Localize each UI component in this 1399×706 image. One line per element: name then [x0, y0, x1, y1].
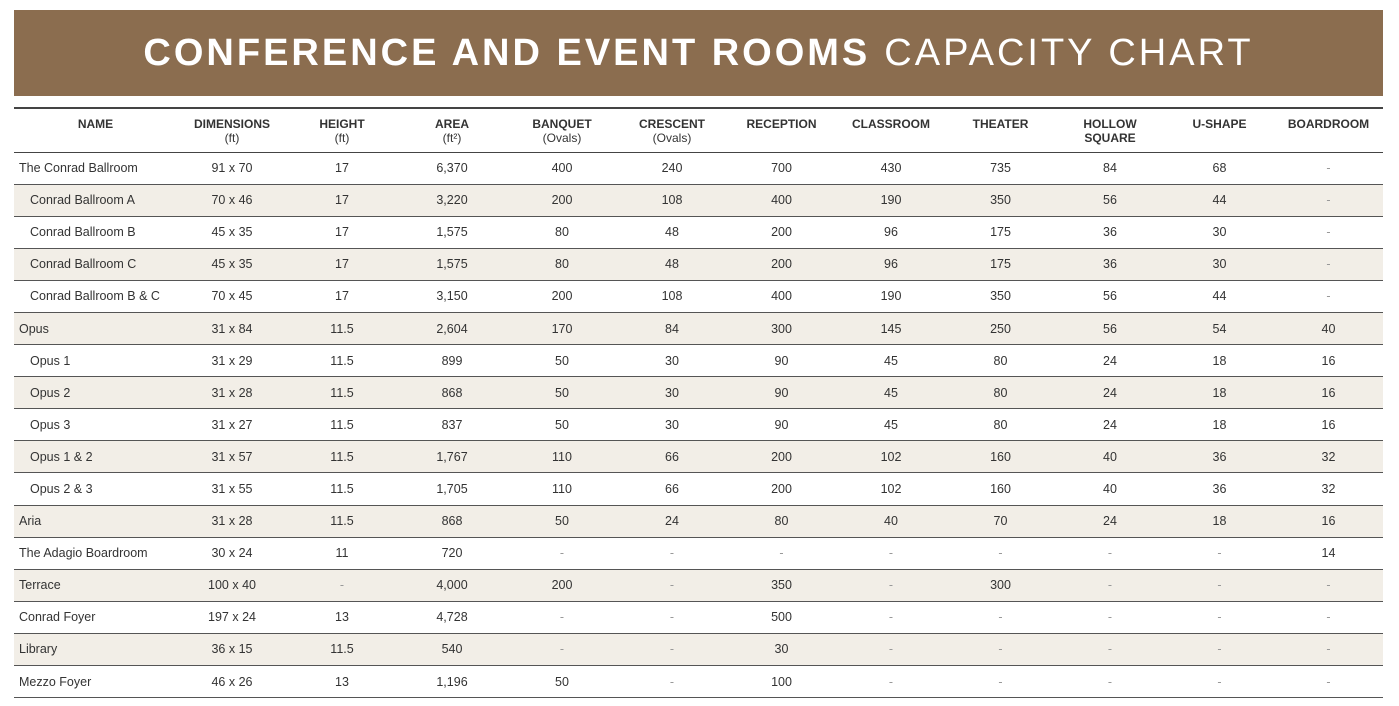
table-cell: 45: [884, 385, 898, 400]
room-name-cell: Conrad Ballroom C: [30, 257, 137, 272]
table-cell: 30: [665, 417, 679, 432]
table-cell: 45 x 35: [211, 257, 253, 272]
room-name-cell: Opus: [19, 321, 49, 336]
column-header-banquet: [507, 108, 617, 152]
table-cell: -: [1326, 642, 1331, 657]
table-cell: -: [998, 642, 1003, 657]
table-cell: 3,150: [436, 289, 468, 304]
table-cell: 56: [1103, 193, 1117, 208]
table-cell: 190: [880, 289, 902, 304]
table-cell: 32: [1321, 449, 1336, 464]
table-cell: -: [888, 642, 894, 657]
column-header-sub: (ft): [334, 131, 350, 145]
table-cell: -: [998, 610, 1003, 625]
table-cell: 102: [880, 449, 902, 464]
table-cell: 80: [993, 385, 1008, 400]
table-cell: -: [669, 546, 675, 561]
table-cell: 200: [771, 481, 792, 496]
column-header-area: [397, 108, 507, 152]
table-cell: 11.5: [330, 321, 354, 336]
table-cell: 1,705: [436, 481, 468, 496]
table-cell: 18: [1212, 353, 1227, 368]
column-header-dimensions: [177, 108, 287, 152]
table-cell: 400: [771, 289, 792, 304]
table-cell: 31 x 84: [211, 321, 253, 336]
column-header-crescent: [617, 108, 727, 152]
table-row: [14, 666, 1383, 698]
column-header-name: [14, 108, 177, 152]
table-cell: 100: [771, 674, 792, 689]
table-cell: -: [1326, 257, 1331, 272]
table-cell: -: [1326, 610, 1331, 625]
table-cell: -: [998, 546, 1003, 561]
table-cell: 96: [884, 225, 898, 240]
table-cell: 91 x 70: [211, 161, 253, 176]
column-header-label: BANQUET: [532, 117, 592, 131]
table-cell: 46 x 26: [211, 674, 253, 689]
table-cell: 56: [1103, 321, 1117, 336]
table-cell: 200: [771, 257, 792, 272]
column-header-label: THEATER: [972, 117, 1029, 131]
table-cell: 50: [555, 674, 569, 689]
table-cell: -: [1326, 578, 1331, 593]
table-cell: 24: [1103, 417, 1117, 432]
table-cell: 160: [990, 481, 1011, 496]
table-cell: 36: [1103, 225, 1117, 240]
table-cell: 190: [880, 193, 902, 208]
table-cell: 170: [551, 321, 573, 336]
column-header-sub: (Ovals): [542, 131, 582, 145]
table-cell: 31 x 28: [211, 385, 253, 400]
table-cell: -: [779, 546, 784, 561]
table-cell: 30: [1212, 225, 1227, 240]
table-row: [14, 377, 1383, 409]
column-header-label: RECEPTION: [746, 117, 817, 131]
table-cell: -: [559, 546, 565, 561]
table-cell: 17: [335, 193, 349, 208]
column-header-sub: SQUARE: [1084, 131, 1136, 145]
title-bold: CONFERENCE AND EVENT ROOMS: [143, 31, 871, 74]
table-row: [14, 409, 1383, 441]
column-header-boardroom: [1274, 108, 1383, 152]
table-cell: 3,220: [436, 193, 468, 208]
column-header-classroom: [836, 108, 946, 152]
title-light: CAPACITY CHART: [884, 31, 1254, 74]
room-name-cell: Opus 1: [30, 353, 71, 368]
table-cell: 300: [990, 578, 1011, 593]
table-cell: 200: [551, 578, 573, 593]
table-cell: 17: [335, 225, 349, 240]
table-cell: 16: [1321, 514, 1336, 529]
table-cell: 735: [990, 161, 1011, 176]
table-cell: 700: [771, 161, 792, 176]
table-cell: 31 x 28: [211, 514, 253, 529]
table-row: [14, 312, 1383, 344]
table-cell: 45: [884, 417, 898, 432]
table-cell: 350: [990, 289, 1011, 304]
room-name-cell: The Adagio Boardroom: [19, 546, 148, 561]
header-row: [14, 108, 1383, 152]
capacity-table-container: [14, 107, 1383, 698]
table-cell: 868: [441, 385, 463, 400]
table-cell: 66: [665, 481, 679, 496]
table-cell: 80: [993, 353, 1008, 368]
table-cell: 200: [551, 193, 573, 208]
table-cell: 17: [335, 161, 349, 176]
table-cell: -: [1107, 674, 1113, 689]
table-cell: -: [1326, 289, 1331, 304]
capacity-table: [14, 107, 1383, 698]
column-header-sub: (ft): [224, 131, 240, 145]
table-cell: 31 x 55: [211, 481, 253, 496]
table-row: [14, 280, 1383, 312]
table-cell: 160: [990, 449, 1011, 464]
table-cell: 16: [1321, 353, 1336, 368]
table-cell: 110: [552, 449, 572, 464]
table-cell: 36: [1212, 449, 1227, 464]
table-cell: 17: [335, 257, 349, 272]
column-header-u-shape: [1165, 108, 1274, 152]
room-name-cell: Opus 1 & 2: [30, 449, 93, 464]
table-cell: -: [1217, 578, 1222, 593]
table-row: [14, 601, 1383, 633]
column-header-sub: (Ovals): [652, 131, 692, 145]
table-cell: 1,196: [436, 674, 468, 689]
column-header-sub: (ft²): [442, 131, 462, 145]
table-cell: 1,575: [436, 257, 468, 272]
table-body: [14, 152, 1383, 698]
table-cell: 197 x 24: [208, 610, 256, 625]
table-row: [14, 505, 1383, 537]
table-cell: -: [1217, 610, 1222, 625]
table-cell: 48: [665, 225, 679, 240]
table-cell: 102: [880, 481, 902, 496]
column-header-label: CLASSROOM: [852, 117, 930, 131]
table-cell: 31 x 29: [211, 353, 253, 368]
table-cell: 31 x 27: [211, 417, 253, 432]
table-cell: -: [1217, 546, 1222, 561]
table-cell: 500: [771, 610, 792, 625]
table-cell: -: [1326, 193, 1331, 208]
table-cell: 100 x 40: [208, 578, 256, 593]
table-cell: 36: [1212, 481, 1227, 496]
table-cell: -: [669, 610, 675, 625]
table-cell: 175: [990, 257, 1011, 272]
table-cell: 30: [1212, 257, 1227, 272]
table-cell: 80: [555, 257, 569, 272]
table-cell: 66: [665, 449, 679, 464]
table-row: [14, 184, 1383, 216]
table-cell: 31 x 57: [211, 449, 253, 464]
table-cell: 300: [771, 321, 792, 336]
table-cell: 108: [661, 193, 683, 208]
table-cell: 16: [1321, 385, 1336, 400]
table-cell: 45 x 35: [211, 225, 253, 240]
table-row: [14, 473, 1383, 505]
room-name-cell: Library: [19, 642, 58, 657]
table-cell: 108: [661, 289, 683, 304]
table-row: [14, 633, 1383, 665]
table-cell: 14: [1321, 546, 1336, 561]
table-cell: 868: [441, 514, 463, 529]
table-cell: 4,728: [436, 610, 468, 625]
table-cell: 24: [1103, 385, 1117, 400]
room-name-cell: Conrad Ballroom B & C: [30, 289, 160, 304]
table-cell: 18: [1212, 514, 1227, 529]
column-header-reception: [727, 108, 836, 152]
table-row: [14, 441, 1383, 473]
table-cell: 44: [1212, 289, 1227, 304]
table-cell: 1,575: [436, 225, 468, 240]
column-header-label: CRESCENT: [638, 117, 705, 131]
table-cell: 44: [1212, 193, 1227, 208]
table-cell: -: [1107, 642, 1113, 657]
table-row: [14, 248, 1383, 280]
table-cell: 837: [441, 417, 463, 432]
table-cell: 11: [335, 546, 349, 561]
table-cell: -: [888, 674, 894, 689]
room-name-cell: Opus 2: [30, 385, 71, 400]
column-header-height: [287, 108, 397, 152]
column-header-label: NAME: [77, 117, 114, 131]
table-cell: 6,370: [436, 161, 468, 176]
table-cell: 145: [880, 321, 902, 336]
table-row: [14, 345, 1383, 377]
table-cell: 350: [990, 193, 1011, 208]
table-cell: 24: [1103, 514, 1117, 529]
table-cell: 84: [665, 321, 679, 336]
table-cell: -: [669, 674, 675, 689]
table-cell: 80: [555, 225, 569, 240]
table-cell: 80: [774, 514, 789, 529]
table-cell: 84: [1103, 161, 1117, 176]
table-cell: -: [1107, 546, 1113, 561]
table-cell: 400: [551, 161, 573, 176]
table-cell: -: [1326, 674, 1331, 689]
room-name-cell: Opus 3: [30, 417, 71, 432]
table-cell: 720: [441, 546, 463, 561]
table-cell: 90: [774, 417, 789, 432]
table-cell: -: [1217, 642, 1222, 657]
table-cell: 350: [771, 578, 792, 593]
table-cell: -: [559, 610, 565, 625]
table-cell: 430: [880, 161, 902, 176]
table-cell: 30: [665, 385, 679, 400]
table-cell: 45: [884, 353, 898, 368]
table-cell: 2,604: [436, 321, 468, 336]
table-cell: 50: [555, 385, 569, 400]
column-header-theater: [946, 108, 1055, 152]
table-cell: 175: [990, 225, 1011, 240]
room-name-cell: Conrad Ballroom B: [30, 225, 136, 240]
table-cell: 200: [551, 289, 573, 304]
table-cell: 11.5: [330, 642, 354, 657]
table-cell: 54: [1212, 321, 1227, 336]
table-cell: 4,000: [436, 578, 468, 593]
table-cell: 40: [1321, 321, 1336, 336]
table-cell: 18: [1212, 385, 1227, 400]
table-cell: 11.5: [330, 514, 354, 529]
column-header-hollow: [1055, 108, 1165, 152]
room-name-cell: Aria: [19, 514, 42, 529]
table-cell: 70 x 45: [211, 289, 253, 304]
table-cell: -: [339, 578, 345, 593]
column-header-label: HEIGHT: [319, 117, 365, 131]
room-name-cell: The Conrad Ballroom: [19, 161, 138, 176]
table-cell: 50: [555, 353, 569, 368]
table-cell: 250: [990, 321, 1011, 336]
table-cell: 96: [884, 257, 898, 272]
table-row: [14, 216, 1383, 248]
table-cell: 11.5: [330, 353, 354, 368]
table-cell: 1,767: [436, 449, 468, 464]
table-cell: 540: [441, 642, 463, 657]
column-header-label: BOARDROOM: [1287, 117, 1370, 131]
table-cell: 11.5: [330, 385, 354, 400]
table-cell: 30: [665, 353, 679, 368]
table-cell: 70 x 46: [211, 193, 253, 208]
table-cell: -: [669, 642, 675, 657]
table-cell: 899: [441, 353, 463, 368]
table-cell: 36 x 15: [211, 642, 253, 657]
table-cell: 30: [774, 642, 789, 657]
table-cell: 200: [771, 449, 792, 464]
table-cell: 400: [771, 193, 792, 208]
table-cell: 40: [1103, 481, 1117, 496]
table-cell: -: [1107, 610, 1113, 625]
table-cell: 110: [552, 481, 572, 496]
room-name-cell: Terrace: [19, 578, 61, 593]
table-cell: 200: [771, 225, 792, 240]
column-header-label: AREA: [434, 117, 469, 131]
table-cell: 24: [665, 514, 679, 529]
table-cell: 32: [1321, 481, 1336, 496]
table-cell: 13: [335, 674, 349, 689]
room-name-cell: Opus 2 & 3: [30, 481, 93, 496]
table-cell: 56: [1103, 289, 1117, 304]
table-row: [14, 152, 1383, 184]
table-cell: -: [888, 610, 894, 625]
table-row: [14, 569, 1383, 601]
table-cell: 90: [774, 353, 789, 368]
room-name-cell: Mezzo Foyer: [19, 674, 92, 689]
table-cell: -: [1107, 578, 1113, 593]
table-cell: 30 x 24: [211, 546, 253, 561]
table-cell: 90: [774, 385, 789, 400]
table-cell: 13: [335, 610, 349, 625]
table-cell: 40: [1103, 449, 1117, 464]
table-cell: 50: [555, 514, 569, 529]
table-cell: 17: [335, 289, 349, 304]
room-name-cell: Conrad Foyer: [19, 610, 96, 625]
table-cell: -: [888, 578, 894, 593]
table-cell: 11.5: [330, 481, 354, 496]
table-cell: -: [559, 642, 565, 657]
table-cell: 40: [884, 514, 898, 529]
table-cell: 11.5: [330, 417, 354, 432]
table-cell: 24: [1103, 353, 1117, 368]
title-banner: [14, 10, 1383, 96]
table-cell: 18: [1212, 417, 1227, 432]
column-header-label: DIMENSIONS: [193, 117, 270, 131]
table-cell: 80: [993, 417, 1008, 432]
table-cell: -: [1326, 225, 1331, 240]
table-cell: 36: [1103, 257, 1117, 272]
table-cell: -: [669, 578, 675, 593]
column-header-label: HOLLOW: [1083, 117, 1137, 131]
table-cell: 48: [665, 257, 679, 272]
table-cell: -: [1217, 674, 1222, 689]
table-cell: 240: [661, 161, 683, 176]
column-header-label: U-SHAPE: [1192, 117, 1247, 131]
table-cell: -: [998, 674, 1003, 689]
table-cell: 70: [993, 514, 1008, 529]
table-cell: -: [888, 546, 894, 561]
table-cell: 50: [555, 417, 569, 432]
room-name-cell: Conrad Ballroom A: [30, 193, 135, 208]
table-row: [14, 537, 1383, 569]
table-cell: 16: [1321, 417, 1336, 432]
table-cell: -: [1326, 161, 1331, 176]
table-cell: 68: [1212, 161, 1227, 176]
table-cell: 11.5: [330, 449, 354, 464]
